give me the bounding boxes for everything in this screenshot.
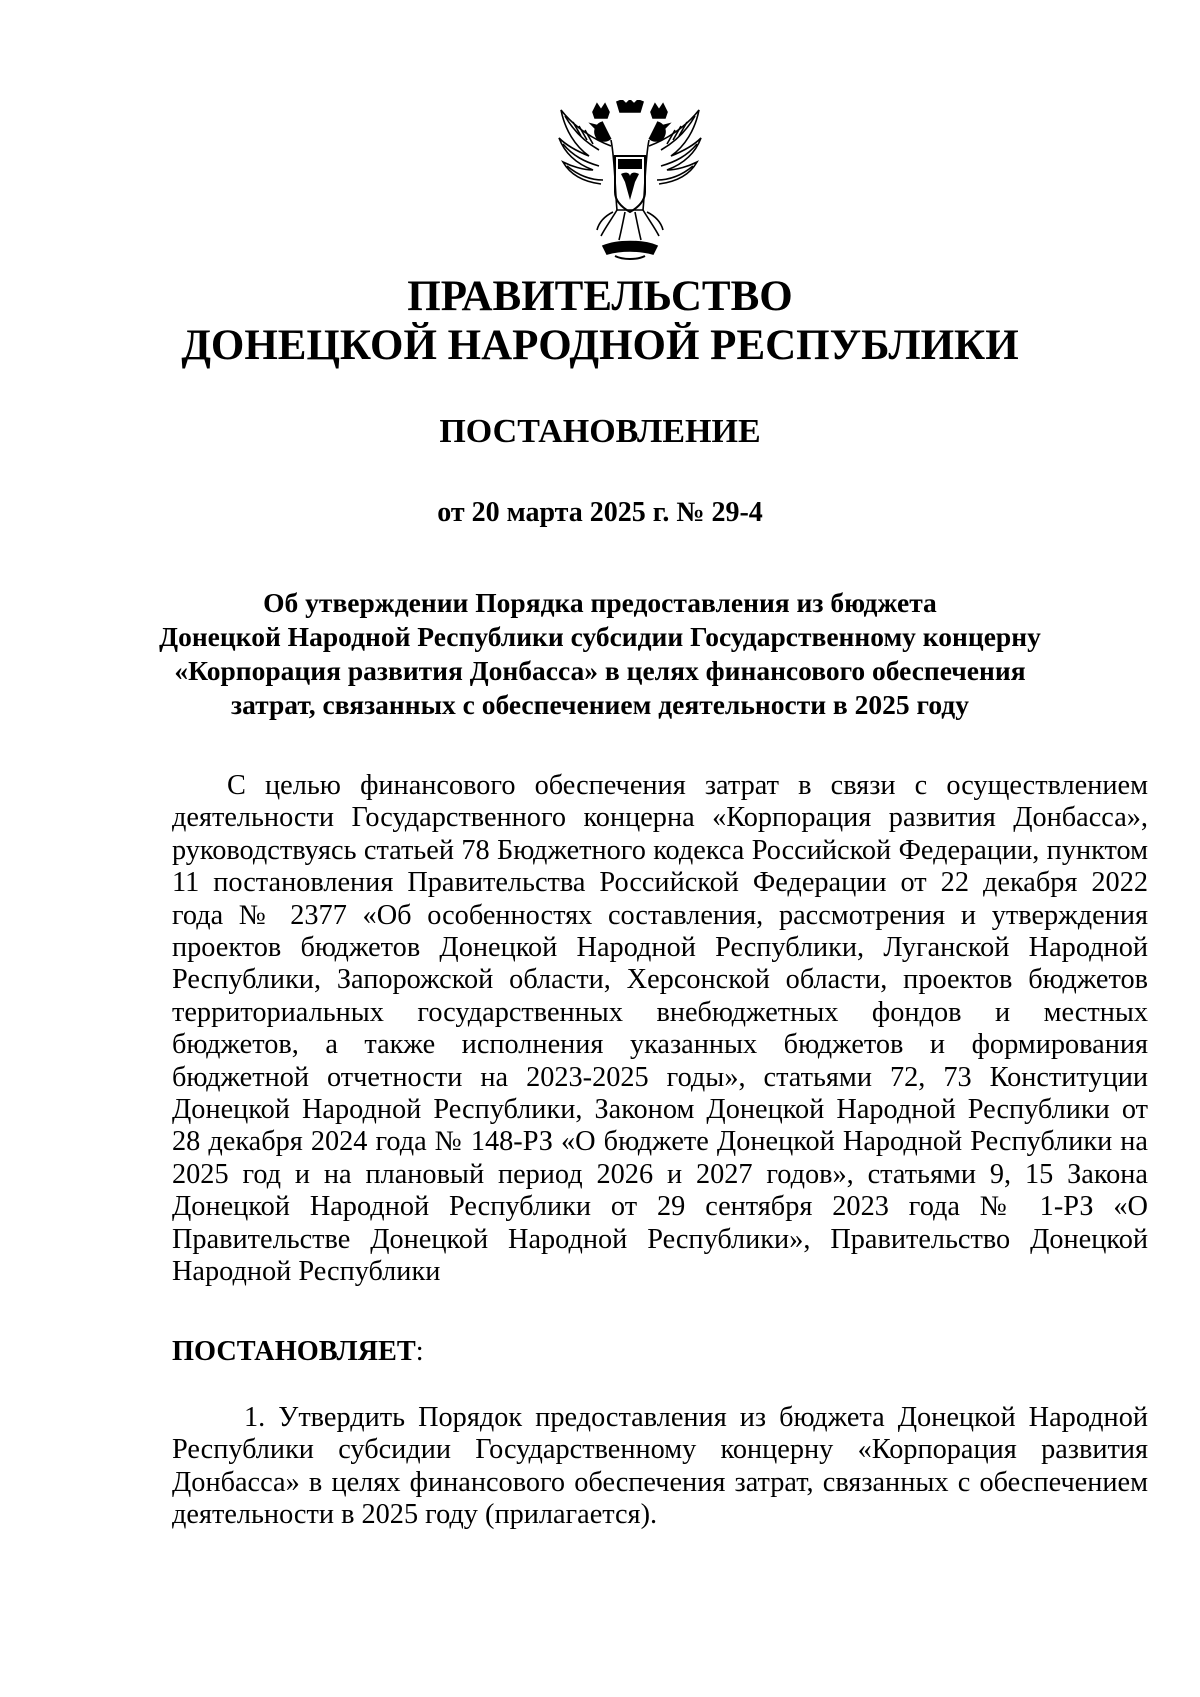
document-title-line1: Об утверждении Порядка предоставления из бюджета bbox=[263, 587, 937, 618]
preamble-paragraph: С целью финансового обеспечения затрат в связи с осуществлением деятельности Государственного концерна «Корпорация развития Донбасса», руководствуясь статьей 78 Бюджетного кодекса Российской Федерации, пунктом 11 постановления Правительства Российской Федерации от 22 декабря 2022 года № 2377 «Об особенностях составления, рассмотрения и утверждения проектов бюджетов Донецкой Народной Республики, Луганской Народной Республики, Запорожской области, Херсонской области, проектов бюджетов территориальных государственных внебюджетных фондов и местных бюджетов, а также исполнения указанных бюджетов и формирования бюджетной отчетности на 2023-2025 годы», статьями 72, 73 Конституции Донецкой Народной Республики, Законом Донецкой Народной Республики от 28 декабря 2024 года № 148-РЗ «О бюджете Донецкой Народной Республики на 2025 год и на плановый период 2026 и 2027 годов», статьями 9, 15 Закона Донецкой Народной Республики от 29 сентября 2023 года № 1-РЗ «О Правительстве Донецкой Народной Республики», Правительство Донецкой Народной Республики bbox=[172, 770, 1148, 1288]
document-type: ПОСТАНОВЛЕНИЕ bbox=[439, 413, 761, 450]
resolution-item-1: 1. Утвердить Порядок предоставления из бюджета Донецкой Народной Республики субсидии Государственному концерну «Корпорация развития Донбасса» в целях финансового обеспечения затрат, связанных с обеспечением деятельности в 2025 году (прилагается). bbox=[172, 1402, 1148, 1531]
government-title-line1: ПРАВИТЕЛЬСТВО bbox=[407, 273, 793, 320]
document-title-line3: «Корпорация развития Донбасса» в целях финансового обеспечения bbox=[174, 655, 1026, 686]
document-title-line2: Донецкой Народной Республики субсидии Государственному концерну bbox=[159, 621, 1041, 652]
document-date-number: от 20 марта 2025 г. № 29-4 bbox=[437, 497, 763, 528]
resolves-heading bbox=[172, 1335, 424, 1369]
document-title-line4: затрат, связанных с обеспечением деятельности в 2025 году bbox=[231, 689, 969, 720]
resolves-label: ПОСТАНОВЛЯЕТ bbox=[172, 1336, 416, 1367]
government-title-line2: ДОНЕЦКОЙ НАРОДНОЙ РЕСПУБЛИКИ bbox=[181, 322, 1019, 369]
resolves-colon: : bbox=[415, 1336, 424, 1367]
coat-of-arms-icon bbox=[555, 100, 705, 262]
